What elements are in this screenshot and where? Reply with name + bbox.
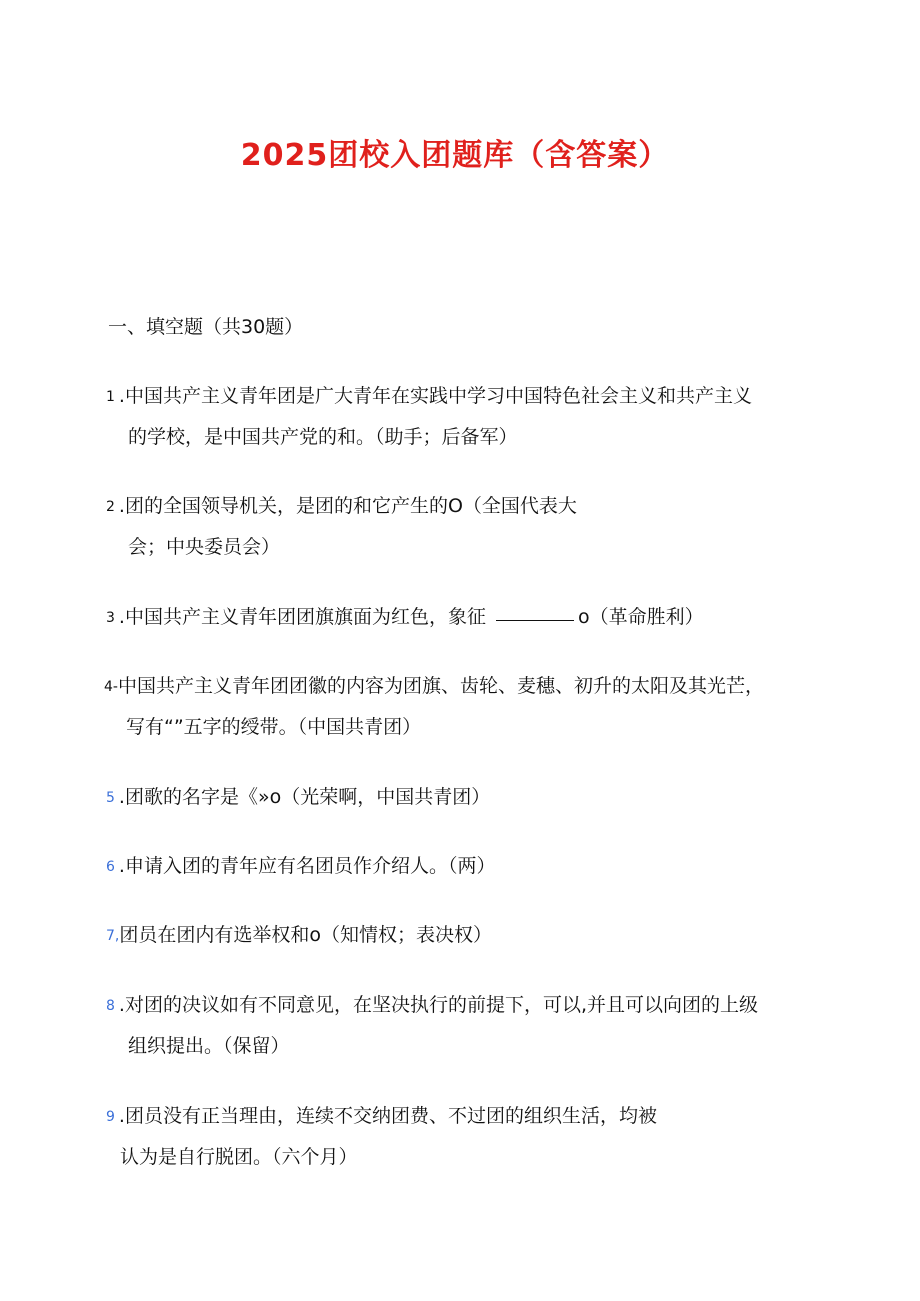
question-line <box>106 777 826 818</box>
question-line <box>104 666 824 707</box>
question-text: .对团的决议如有不同意见，在坚决执行的前提下，可以,并且可以向团的上级 <box>118 994 759 1016</box>
question-number: 5 <box>106 790 115 806</box>
question-line: 认为是自行脱团。（六个月） <box>120 1146 358 1168</box>
question-6 <box>106 846 826 887</box>
question-text: 团员在团内有选举权和o（知情权；表决权） <box>119 924 492 946</box>
question-text-after-blank: o（革命胜利） <box>577 606 704 628</box>
question-text: .团歌的名字是《»o（光荣啊，中国共青团） <box>118 786 491 808</box>
question-5 <box>106 777 826 818</box>
question-text: 中国共产主义青年团团徽的内容为团旗、齿轮、麦穗、初升的太阳及其光芒， <box>117 675 764 697</box>
question-number: 7, <box>106 928 120 944</box>
question-9 <box>106 1096 826 1177</box>
question-number: 9 <box>106 1109 115 1125</box>
question-text: .中国共产主义青年团是广大青年在实践中学习中国特色社会主义和共产主义 <box>118 385 752 407</box>
document-title: 2025团校入团题库（含答案） <box>240 138 670 173</box>
question-line <box>106 1096 826 1137</box>
question-1 <box>106 376 826 457</box>
question-line: 写有“”五字的绶带。（中国共青团） <box>126 716 422 738</box>
question-line: 的学校，是中国共产党的和。（助手；后备军） <box>128 426 518 448</box>
question-8 <box>106 985 826 1066</box>
question-text: .团的全国领导机关，是团的和它产生的O（全国代表大 <box>118 495 577 517</box>
question-line <box>106 597 826 638</box>
question-number: 2 <box>106 499 115 515</box>
question-line <box>106 985 826 1026</box>
question-4 <box>104 666 824 747</box>
question-text: .中国共产主义青年团团旗旗面为红色，象征 <box>118 606 486 628</box>
question-3 <box>106 597 826 638</box>
question-number: 1 <box>106 389 115 405</box>
question-number: 4- <box>104 679 118 695</box>
question-line: 会；中央委员会） <box>128 536 281 558</box>
question-number: 6 <box>106 859 115 875</box>
question-line <box>106 376 826 417</box>
question-2 <box>106 486 826 567</box>
question-7 <box>106 915 826 956</box>
question-text: .团员没有正当理由，连续不交纳团费、不过团的组织生活，均被 <box>118 1105 657 1127</box>
question-number: 3 <box>106 610 115 626</box>
answer-blank <box>496 606 574 621</box>
section-heading: 一、填空题（共30题） <box>108 316 304 338</box>
question-line <box>106 486 826 527</box>
question-line: 组织提出。（保留） <box>128 1035 290 1057</box>
question-number: 8 <box>106 998 115 1014</box>
question-line <box>106 846 826 887</box>
question-line <box>106 915 826 956</box>
question-text: .申请入团的青年应有名团员作介绍人。（两） <box>118 855 496 877</box>
